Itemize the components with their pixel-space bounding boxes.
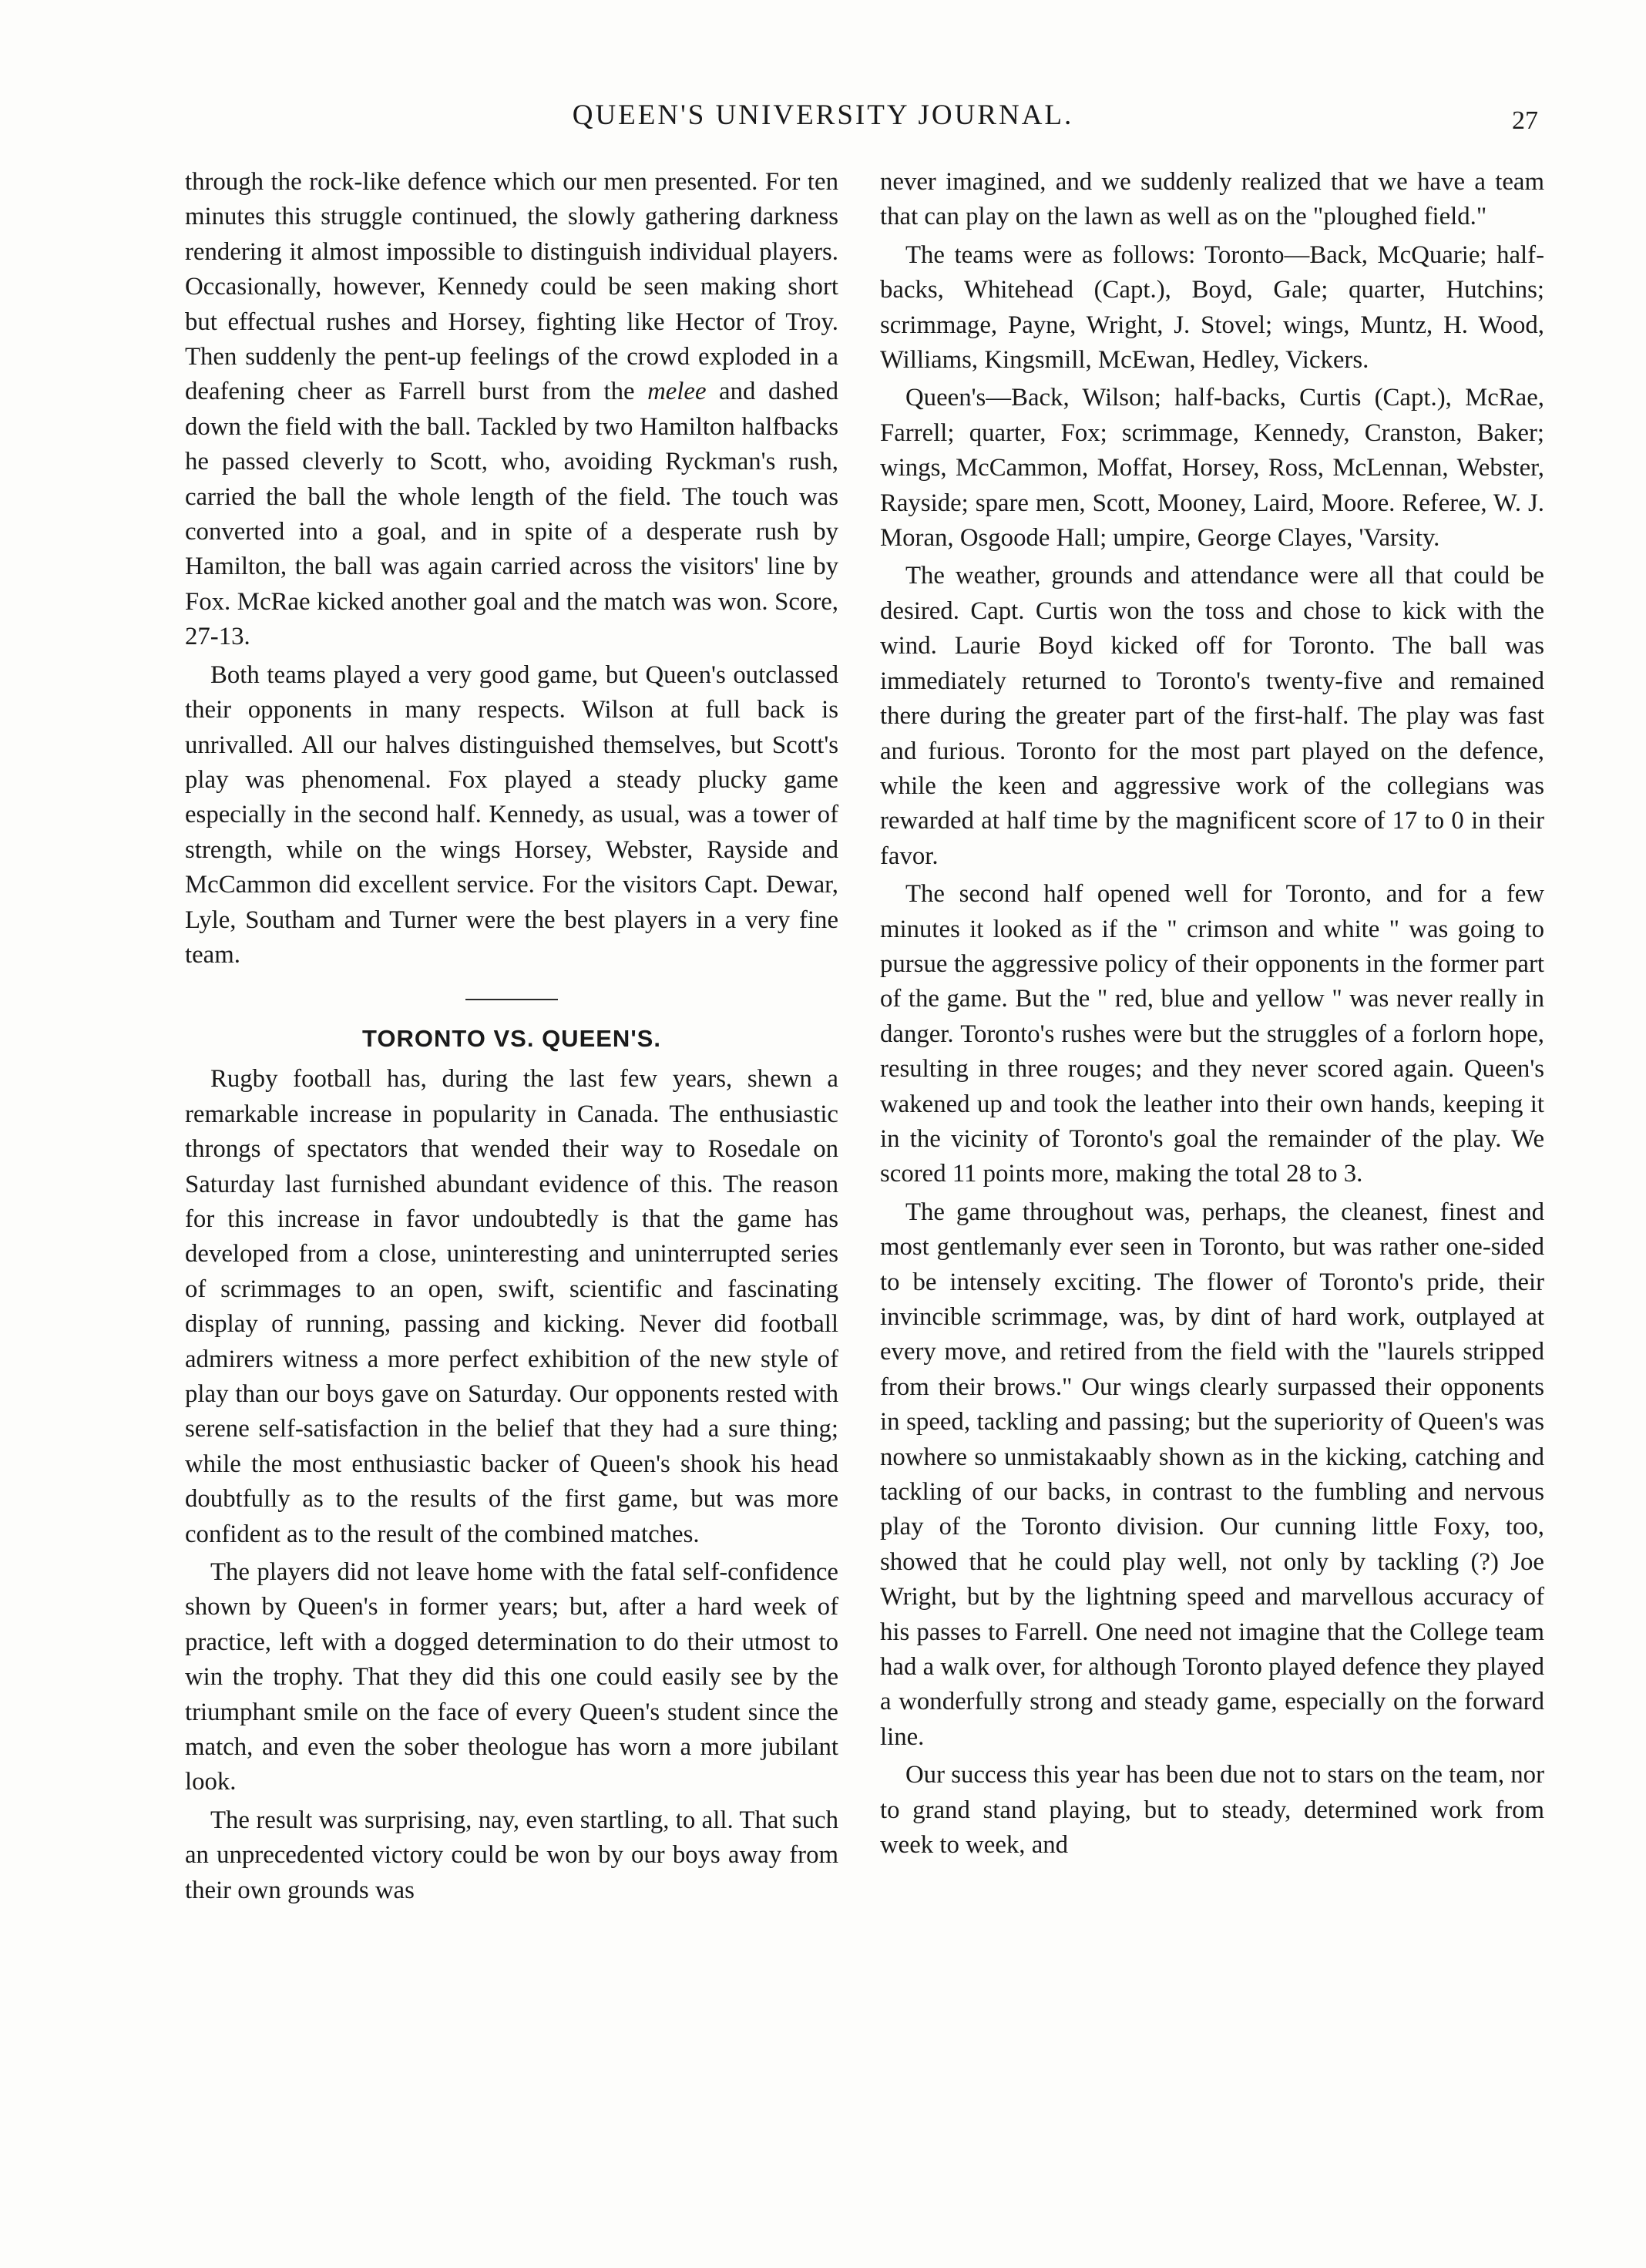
italic-word: melee <box>647 378 707 406</box>
right-column <box>880 165 1544 1866</box>
paragraph-text: through the rock-like defence which our men presented. For ten minutes this struggle continued, the slowly gathering darkness rendering it almost impossible to distinguish individual players. Occasionally, however, Kennedy could be seen making short but effectual rushes and Horsey, fighting like Hector of Troy. Then suddenly the pent-up feelings of the crowd exploded in a deafening cheer as Farrell burst from the <box>185 168 838 406</box>
section-divider <box>465 999 558 1000</box>
paragraph: The second half opened well for Toronto, and for a few minutes it looked as if the " crimson and white " was going to pursue the aggressive policy of their opponents in the former part of the game. But the " red, blue and yellow " was never really in danger. Toronto's rushes were but the struggles of a forlorn hope, resulting in three rouges; and they never scored again. Queen's wakened up and took the leather into their own hands, keeping it in the vicinity of Toronto's goal the remainder of the play. We scored 11 points more, making the total 28 to 3. <box>880 880 1544 1188</box>
paragraph: Our success this year has been due not to stars on the team, nor to grand stand playing, but to steady, determined work from week to week, and <box>880 1761 1544 1860</box>
paragraph <box>185 165 838 655</box>
paragraph: Rugby football has, during the last few years, shewn a remarkable increase in popularity in Canada. The enthusiastic throngs of spectators that wended their way to Rosedale on Saturday last furnished abundant evidence of this. The reason for this increase in favor undoubtedly is that the game has developed from a close, uninteresting and uninterrupted series of scrimmages to an open, swift, scientific and fascinating display of running, passing and kicking. Never did football admirers witness a more perfect exhibition of the new style of play than our boys gave on Saturday. Our opponents rested with serene self-satisfaction in the belief that they had a sure thing; while the most enthusiastic backer of Queen's shook his head doubtfully as to the results of the first game, but was more confident as to the result of the combined matches. <box>185 1065 838 1548</box>
paragraph: never imagined, and we suddenly realized that we have a team that can play on the lawn as well as on the "ploughed field." <box>880 168 1544 231</box>
paragraph: Both teams played a very good game, but Queen's outclassed their opponents in many respects. Wilson at full back is unrivalled. All our halves distinguished themselves, but Scott's play was phenomenal. Fox played a steady plucky game especially in the second half. Kennedy, as usual, was a tower of strength, while on the wings Horsey, Webster, Rayside and McCammon did excellent service. For the visitors Capt. Dewar, Lyle, Southam and Turner were the best players in a very fine team. <box>185 660 838 969</box>
paragraph: The game throughout was, perhaps, the cleanest, finest and most gentlemanly ever seen in Toronto, but was rather one-sided to be intensely exciting. The flower of Toronto's pride, their invincible scrimmage, was, by dint of hard work, outplayed at every move, and retired from the field with the "laurels stripped from their brows." Our wings clearly surpassed their opponents in speed, tackling and passing; but the superiority of Queen's was nowhere so unmistakaably shown as in the kicking, catching and tackling of our backs, in contrast to the fumbling and nervous play of the Toronto division. Our cunning little Foxy, too, showed that he could play well, not only by tackling (?) Joe Wright, but by the lightning speed and marvellous accuracy of his passes to Farrell. One need not imagine that the College team had a walk over, for although Toronto played defence they played a wonderfully strong and steady game, especially on the forward line. <box>880 1198 1544 1751</box>
paragraph: The players did not leave home with the fatal self-confidence shown by Queen's in former years; but, after a hard week of practice, left with a dogged determination to do their utmost to win the trophy. That they did this one could easily see by the triumphant smile on the face of every Queen's student since the match, and even the sober theologue has worn a more jubilant look. <box>185 1558 838 1796</box>
paragraph: The result was surprising, nay, even startling, to all. That such an unprecedented victory could be won by our boys away from their own grounds was <box>185 1806 838 1904</box>
paragraph: The weather, grounds and attendance were all that could be desired. Capt. Curtis won the toss and chose to kick with the wind. Laurie Boyd kicked off for Toronto. The ball was immediately returned to Toronto's twenty-five and remained there during the greater part of the first-half. The play was fast and furious. Toronto for the most part played on the defence, while the keen and aggressive work of the collegians was rewarded at half time by the magnificent score of 17 to 0 in their favor. <box>880 562 1544 870</box>
paragraph-toronto-lineup: The teams were as follows: Toronto—Back, McQuarie; half-backs, Whitehead (Capt.), Boyd, Gale; quarter, Hutchins; scrimmage, Payne, Wright, J. Stovel; wings, Muntz, H. Wood, Williams, Kingsmill, McEwan, Hedley, Vickers. <box>880 240 1544 375</box>
page-number: 27 <box>1512 106 1538 135</box>
section-heading: TORONTO VS. QUEEN'S. <box>362 1025 661 1053</box>
left-column <box>185 165 838 1911</box>
paragraph-queens-lineup: Queen's—Back, Wilson; half-backs, Curtis (Capt.), McRae, Farrell; quarter, Fox; scrimmage, Kennedy, Cranston, Baker; wings, McCammon, Moffat, Horsey, Ross, McLennan, Webster, Rayside; spare men, Scott, Mooney, Laird, Moore. Referee, W. J. Moran, Osgoode Hall; umpire, George Clayes, 'Varsity. <box>880 384 1544 553</box>
running-header-title: QUEEN'S UNIVERSITY JOURNAL. <box>572 99 1074 131</box>
paragraph-text: and dashed down the field with the ball. Tackled by two Hamilton halfbacks he passed cleverly to Scott, who, avoiding Ryckman's rush, carried the ball the whole length of the field. The touch was converted into a goal, and in spite of a desperate rush by Hamilton, the ball was again carried across the visitors' line by Fox. McRae kicked another goal and the match was won. Score, 27-13. <box>185 378 838 651</box>
